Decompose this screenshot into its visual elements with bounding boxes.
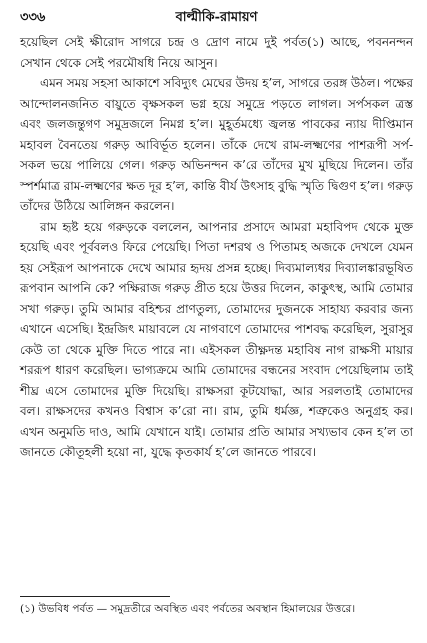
footnote-divider xyxy=(20,596,170,597)
page-header xyxy=(20,6,413,30)
running-title: বাল্মীকি-রামায়ণ xyxy=(175,10,258,25)
page-number: ৩৩৬ xyxy=(20,10,46,25)
footnote-1: (১) উভবিধ পর্বত — সমুদ্রতীরে অবস্থিত এবং পর্বতের অবস্থান হিমালয়ের উত্তরে। xyxy=(20,603,356,615)
paragraph-3: রাম হৃষ্ট হয়ে গরুড়কে বললেন, আপনার প্রসাদে আমরা মহাবিপদ থেকে মুক্ত হয়েছি এবং পূর্ববলও ফিরে পেয়েছি। পিতা দশরথ ও পিতামহ অজকে দেখলে যেমন হয় সেইরূপ আপনাকে দেখে আমার হৃদয় প্রসন্ন হচ্ছে। দিব্যমাল্যধর দিব্যালঙ্কারভূষিত রূপবান আপনি কে? পক্ষিরাজ গরুড় প্রীত হয়ে উত্তর দিলেন, কাকুৎস্থ, আমি তোমার সখা গরুড়। তুমি আমার বহিশ্চর প্রাণতুল্য, তোমাদের দুজনকে সাহায্য করবার জন্য এখানে এসেছি। ইন্দ্রজিৎ মায়াবলে যে নাগবাণে তোমাদের পাশবদ্ধ করেছিল, সুরাসুর কেউ তা থেকে মুক্তি দিতে পারে না। এইসকল তীক্ষ্ণদন্ত মহাবিষ নাগ রাক্ষসী মায়ার শররূপ ধারণ করেছিল। ভাগ্যক্রমে আমি তোমাদের বন্ধনের সংবাদ পেয়েছিলাম তাই শীঘ্র এসে তোমাদের মুক্তি দিয়েছি। রাক্ষসরা কূটযোদ্ধা, আর সরলতাই তোমাদের বল। রাক্ষসদের কখনও বিশ্বাস ক’রো না। রাম, তুমি ধর্মজ্ঞ, শত্রুকেও অনুগ্রহ কর। এখন অনুমতি দাও, আমি যেখানে যাই। তোমার প্রতি আমার সখ্যভাব কেন হ’ল তা জানতে কৌতূহলী হয়ো না, যুদ্ধে কৃতকার্য হ’লে জানতে পারবে। xyxy=(20,219,413,459)
footnotes xyxy=(20,596,413,617)
body-text xyxy=(20,32,413,463)
paragraph-2: এমন সময় সহসা আকাশে সবিদ্যুৎ মেঘের উদয় হ’ল, সাগরে তরঙ্গ উঠল। পক্ষের আন্দোলনজনিত বায়ুতে বৃক্ষসকল ভগ্ন হয়ে সমুদ্রে পড়তে লাগল। সর্পসকল ত্রস্ত এবং জলজন্তুগণ সমুদ্রজলে নিমগ্ন হ’ল। মুহূর্তমধ্যে জ্বলন্ত পাবকের ন্যায় দীপ্তিমান মহাবল বৈনতেয় গরুড় আবির্ভূত হলেন। তাঁকে দেখে রাম-লক্ষ্মণের পাশরূপী সর্প-সকল ভয়ে পালিয়ে গেল। গরুড় অভিনন্দন ক’রে তাঁদের মুখ মুছিয়ে দিলেন। তাঁর স্পর্শমাত্র রাম-লক্ষ্মণের ক্ষত দূর হ’ল, কান্তি বীর্য উৎসাহ বুদ্ধি স্মৃতি দ্বিগুণ হ’ল। গরুড় তাঁদের উঠিয়ে আলিঙ্গন করলেন। xyxy=(20,76,413,213)
paragraph-1: হয়েছিল সেই ক্ষীরোদ সাগরে চন্দ্র ও দ্রোণ নামে দুই পর্বত(১) আছে, পবননন্দন সেখান থেকে সেই পরমৌষধি নিয়ে আসুন। xyxy=(20,35,413,70)
